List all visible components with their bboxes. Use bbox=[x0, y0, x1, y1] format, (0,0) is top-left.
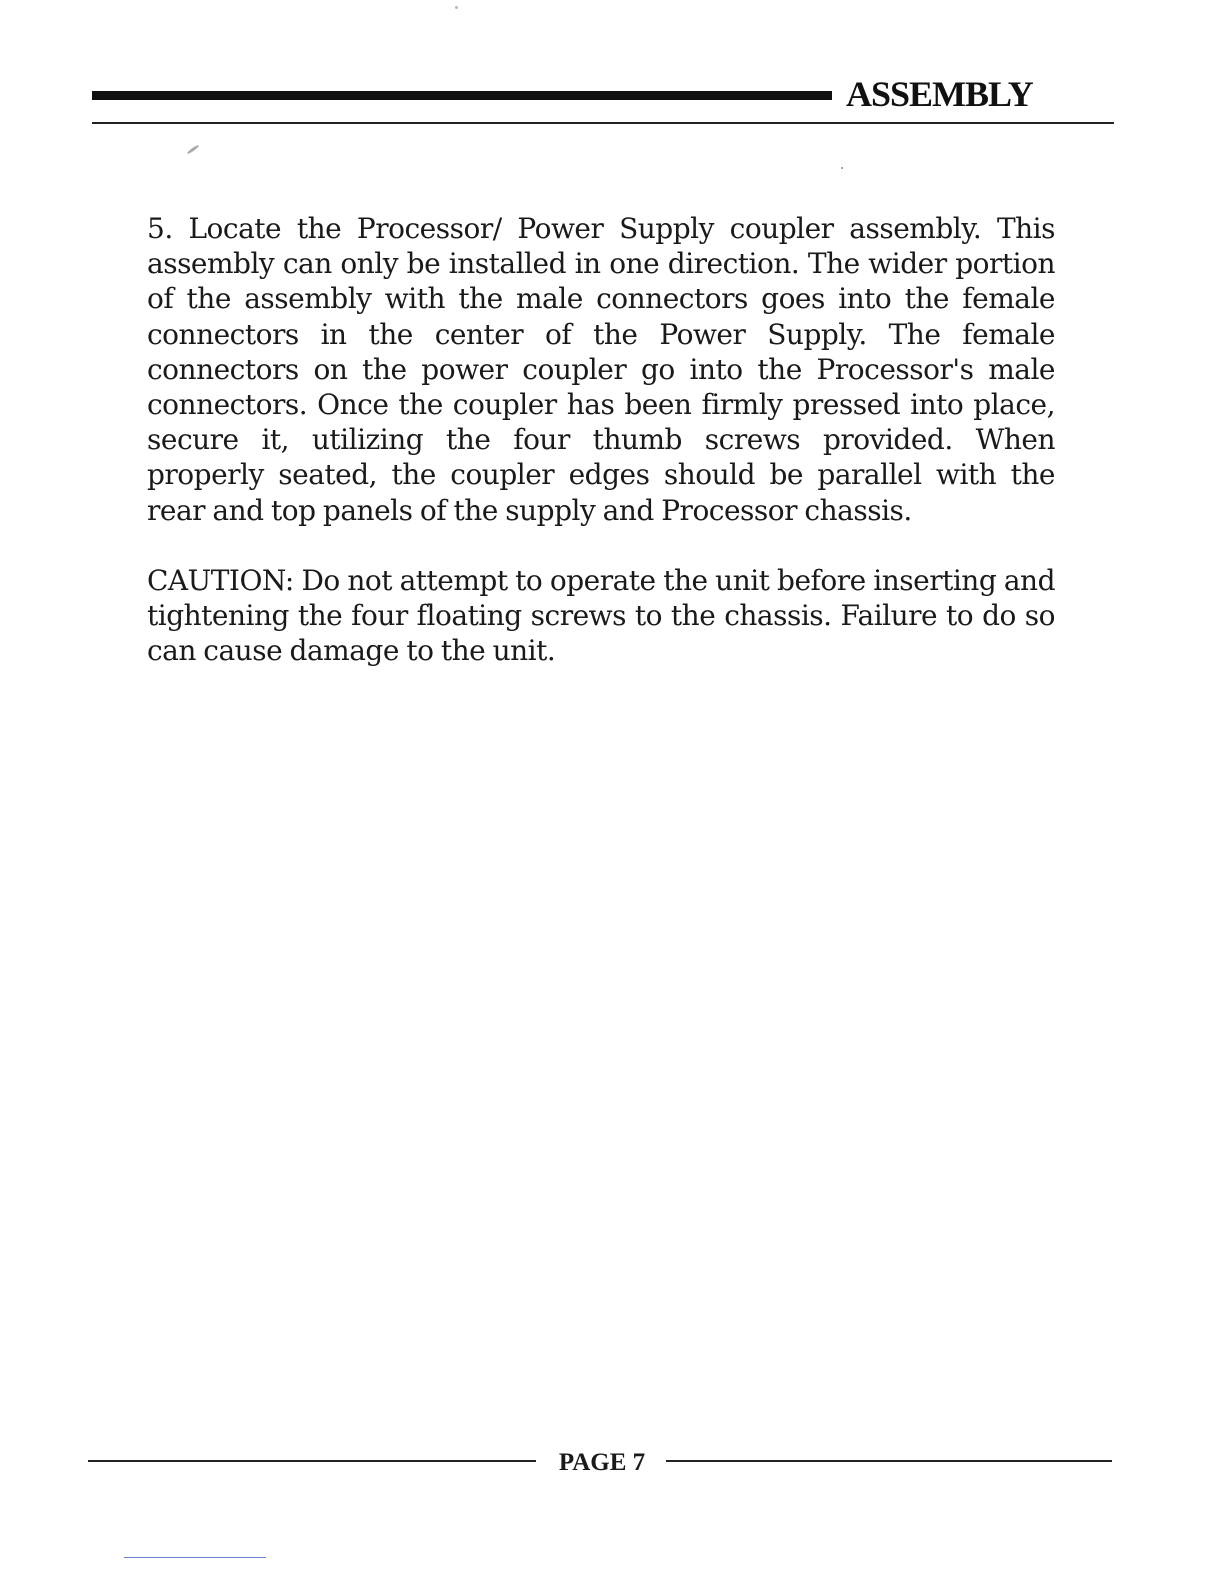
header-rule bbox=[92, 122, 1114, 124]
caution-paragraph: CAUTION: Do not attempt to operate the unit before inserting and tightening the four floating screws to the chassis. Failure to do so can cause damage to the unit. bbox=[147, 563, 1055, 668]
header-thick-bar bbox=[92, 91, 832, 100]
scan-speck bbox=[186, 144, 199, 154]
bottom-stray-line bbox=[124, 1557, 266, 1558]
scan-speck bbox=[841, 167, 843, 169]
footer-rule-left bbox=[88, 1460, 536, 1462]
page-body bbox=[147, 211, 1055, 668]
page-number: PAGE 7 bbox=[558, 1449, 646, 1476]
footer-rule-right bbox=[666, 1460, 1112, 1462]
section-title: ASSEMBLY bbox=[846, 74, 1033, 114]
scan-speck bbox=[455, 6, 458, 9]
step-5-paragraph: 5. Locate the Processor/ Power Supply coupler assembly. This assembly can only be installed in one direction. The wider portion of the assembly with the male connectors goes into the female connectors in the center of the Power Supply. The female connectors on the power coupler go into the Processor's male connectors. Once the coupler has been firmly pressed into place, secure it, utilizing the four thumb screws provided. When properly seated, the coupler edges should be parallel with the rear and top panels of the supply and Processor chassis. bbox=[147, 212, 1055, 527]
